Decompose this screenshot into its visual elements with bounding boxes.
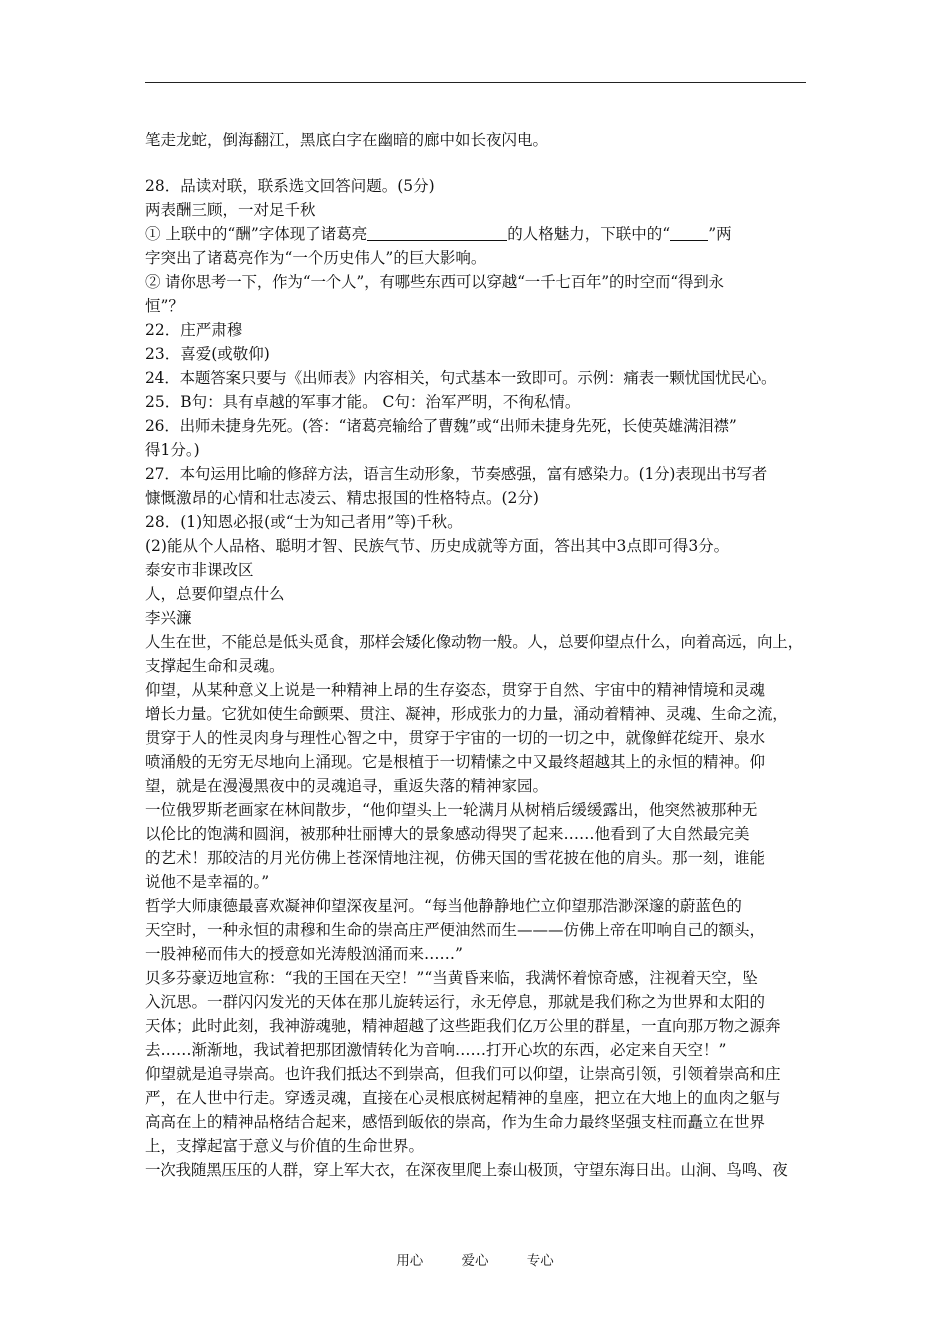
article-line: 仰望，从某种意义上说是一种精神上昂的生存姿态，贯穿于自然、宇宙中的精神情境和灵魂 [145,681,766,699]
answer-line: (2)能从个人品格、聪明才智、民族气节、历史成就等方面，答出其中3点即可得3分。 [145,537,730,555]
article-line: 说他不是幸福的。” [145,873,270,891]
article-line: 贯穿于人的性灵肉身与理性心智之中，贯穿于宇宙的一切的一切之中，就像鲜花绽开、泉水 [145,729,766,747]
article-line: 入沉思。一群闪闪发光的天体在那儿旋转运行，永无停息，那就是我们称之为世界和太阳的 [145,993,766,1011]
footer-item: 专心 [526,1253,554,1269]
question-heading: 28．品读对联，联系选文回答问题。(5分) [145,177,435,195]
page-footer [0,1249,950,1269]
article-line: 增长力量。它犹如使生命颤栗、贯注、凝神，形成张力的力量，涌动着精神、灵魂、生命之流， [145,705,788,723]
header-rule [145,82,806,83]
article-line: 上，支撑起富于意义与价值的生命世界。 [145,1137,425,1155]
article-line: 高高在上的精神品格结合起来，感悟到皈依的崇高，作为生命力最终坚强支柱而矗立在世界 [145,1113,766,1131]
article-line: 贝多芬豪迈地宣称：“我的王国在天空！”“当黄昏来临，我满怀着惊奇感，注视着天空，坠 [145,969,758,987]
footer-item: 用心 [396,1253,424,1269]
article-title: 人，总要仰望点什么 [145,585,285,603]
answer-line: 26．出师未捷身先死。(答：“诸葛亮输给了曹魏”或“出师未捷身先死，长使英雄满泪襟” [145,417,737,435]
article-line: 哲学大师康德最喜欢凝神仰望深夜星河。“每当他静静地伫立仰望那浩渺深邃的蔚蓝色的 [145,897,742,915]
article-line: 一位俄罗斯老画家在林间散步，“他仰望头上一轮满月从树梢后缓缓露出，他突然被那种无 [145,801,758,819]
text-line: ② 请你思考一下，作为“一个人”，有哪些东西可以穿越“一千七百年”的时空而“得到永 [145,273,724,291]
article-line: 喷涌般的无穷无尽地向上涌现。它是根植于一切精愫之中又最终超越其上的永恒的精神。仰 [145,753,766,771]
article-line: 去……渐渐地，我试着把那团激情转化为音响……打开心坎的东西，必定来自天空！” [145,1041,727,1059]
article-line: 人生在世，不能总是低头觅食，那样会矮化像动物一般。人，总要仰望点什么，向着高远，向上， [145,633,803,651]
article-line: 支撑起生命和灵魂。 [145,657,285,675]
couplet: 两表酬三顾，一对足千秋 [145,201,316,219]
text-line: 笔走龙蛇，倒海翻江，黑底白字在幽暗的廊中如长夜闪电。 [145,131,549,149]
answer-line: 27．本句运用比喻的修辞方法，语言生动形象，节奏感强，富有感染力。(1分)表现出书写者 [145,465,768,483]
article-line: 严，在人世中行走。穿透灵魂，直接在心灵根底树起精神的皇座，把立在大地上的血肉之躯与 [145,1089,781,1107]
article-line: 天体；此时此刻，我神游魂驰，精神超越了这些距我们亿万公里的群星，一直向那万物之源奔 [145,1017,781,1035]
article-line: 的艺术！那皎洁的月光仿佛上苍深情地注视，仿佛天国的雪花披在他的肩头。那一刻，谁能 [145,849,766,867]
article-line: 望，就是在漫漫黑夜中的灵魂追寻，重返失落的精神家园。 [145,777,549,795]
question-line: ① 上联中的“酬”字体现了诸葛亮 的人格魅力，下联中的“ ”两 [145,225,732,243]
answer-blank [367,226,507,241]
answer-line: 慷慨激昂的心情和壮志凌云、精忠报国的性格特点。(2分) [145,489,539,507]
article-line: 天空时，一种永恒的肃穆和生命的崇高庄严便油然而生———仿佛上帝在叩响自己的额头， [145,921,766,939]
article-line: 以伦比的饱满和圆润，被那种壮丽博大的景象感动得哭了起来……他看到了大自然最完美 [145,825,750,843]
section-label: 泰安市非课改区 [145,561,254,579]
article-line: 仰望就是追寻崇高。也许我们抵达不到崇高，但我们可以仰望，让崇高引领，引领着崇高和庄 [145,1065,781,1083]
article-line: 一次我随黑压压的人群，穿上军大衣，在深夜里爬上泰山极顶，守望东海日出。山涧、鸟鸣、夜 [145,1161,788,1179]
answer-line: 25．B句：具有卓越的军事才能。 C句：治军严明，不徇私情。 [145,393,581,411]
footer-item: 爱心 [461,1253,489,1269]
answer-line: 23．喜爱(或敬仰) [145,345,270,363]
answer-line: 得1分。) [145,441,200,459]
answer-line: 28．(1)知恩必报(或“士为知己者用”等)千秋。 [145,513,463,531]
article-line: 一股神秘而伟大的授意如光涛般汹涌而来……” [145,945,463,963]
answer-line: 22．庄严肃穆 [145,321,243,339]
article-author: 李兴濂 [145,609,192,627]
text-line: 字突出了诸葛亮作为“一个历史伟人”的巨大影响。 [145,249,487,267]
answer-blank [670,226,708,241]
document-body [145,128,810,1182]
answer-line: 24．本题答案只要与《出师表》内容相关，句式基本一致即可。示例：痛表一颗忧国忧民心。 [145,369,777,387]
text-line: 恒”？ [145,297,184,315]
